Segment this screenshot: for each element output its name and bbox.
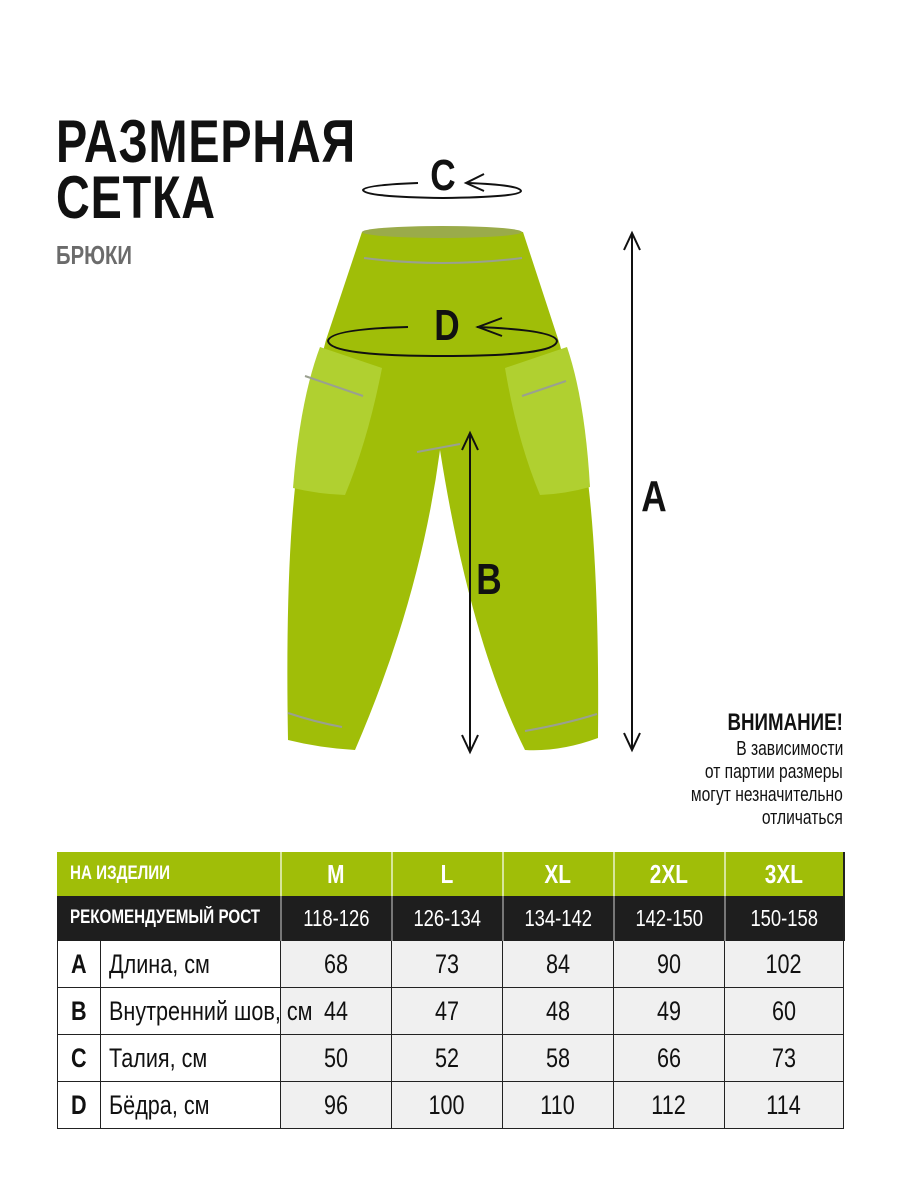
notice-heading-text: ВНИМАНИЕ!	[727, 709, 843, 736]
height-cell	[392, 896, 503, 941]
size-l	[392, 853, 503, 896]
table-row	[58, 941, 844, 988]
value-cell	[503, 988, 614, 1035]
label-a: A	[641, 472, 667, 521]
row-letter	[58, 941, 101, 988]
value-cell	[503, 941, 614, 988]
label-c: C	[430, 151, 456, 200]
value-text: 96	[323, 1089, 349, 1120]
table-row	[58, 988, 844, 1035]
height-text: 150-158	[750, 904, 818, 931]
height-label	[58, 896, 281, 941]
height-text: 134-142	[524, 904, 592, 931]
value-cell	[614, 941, 725, 988]
value-text: 58	[545, 1042, 571, 1073]
height-cell	[503, 896, 614, 941]
row-letter-text: C	[71, 1042, 87, 1073]
dimension-a-arrow	[624, 233, 640, 750]
header-label	[58, 853, 281, 896]
size-text: XL	[544, 858, 572, 889]
notice-line	[648, 784, 843, 807]
row-letter-text: A	[71, 948, 87, 979]
row-label	[101, 941, 281, 988]
value-text: 114	[766, 1089, 802, 1120]
value-text: 100	[428, 1089, 466, 1120]
value-text: 84	[545, 948, 571, 979]
value-text: 73	[434, 948, 460, 979]
height-cell	[281, 896, 392, 941]
row-label	[101, 988, 313, 1035]
notice-line-text: от партии размеры	[705, 761, 843, 783]
notice-line-text: В зависимости	[735, 738, 843, 760]
height-cell	[614, 896, 725, 941]
row-label-text: Внутренний шов, см	[109, 995, 313, 1026]
value-text: 112	[651, 1089, 687, 1120]
value-cell	[392, 1035, 503, 1082]
value-text: 60	[771, 995, 797, 1026]
size-table	[57, 852, 845, 1129]
notice-line	[648, 761, 843, 784]
notice-line-text: отличаться	[762, 807, 843, 829]
label-d: D	[434, 301, 460, 350]
value-text: 68	[323, 948, 349, 979]
row-label-text: Талия, см	[109, 1042, 208, 1073]
row-label	[101, 1082, 281, 1129]
notice-line	[648, 738, 843, 761]
value-text: 102	[765, 948, 803, 979]
height-cell	[725, 896, 844, 941]
size-2xl	[614, 853, 725, 896]
title-text: СЕТКА	[56, 164, 216, 231]
value-cell	[614, 1082, 725, 1129]
value-cell	[281, 1035, 392, 1082]
value-text: 47	[434, 995, 460, 1026]
value-cell	[725, 941, 844, 988]
table-row	[58, 1082, 844, 1129]
header-label-text: НА ИЗДЕЛИИ	[70, 863, 171, 884]
value-cell	[281, 1082, 392, 1129]
value-text: 52	[434, 1042, 460, 1073]
value-cell	[725, 1035, 844, 1082]
value-text: 49	[656, 995, 682, 1026]
value-cell	[503, 1082, 614, 1129]
value-text: 90	[656, 948, 682, 979]
row-letter	[58, 988, 101, 1035]
value-text: 44	[323, 995, 349, 1026]
height-text: 118-126	[302, 904, 370, 931]
size-3xl	[725, 853, 844, 896]
size-header-row	[58, 853, 844, 896]
value-cell	[503, 1035, 614, 1082]
row-letter-text: D	[71, 1089, 87, 1120]
value-text: 110	[540, 1089, 576, 1120]
size-text: 2XL	[649, 858, 689, 889]
value-cell	[725, 988, 844, 1035]
value-text: 48	[545, 995, 571, 1026]
notice-heading	[648, 708, 843, 738]
row-letter-text: B	[71, 995, 87, 1026]
size-text: M	[327, 858, 345, 889]
value-cell	[725, 1082, 844, 1129]
value-cell	[392, 988, 503, 1035]
value-cell	[392, 941, 503, 988]
size-text: L	[440, 858, 454, 889]
subtitle-text: БРЮКИ	[56, 240, 132, 270]
row-label-text: Бёдра, см	[109, 1089, 210, 1120]
size-m	[281, 853, 392, 896]
height-row	[58, 896, 844, 941]
row-label-text: Длина, см	[109, 948, 210, 979]
height-text: 142-150	[635, 904, 703, 931]
row-label	[101, 1035, 281, 1082]
value-cell	[281, 941, 392, 988]
size-xl	[503, 853, 614, 896]
height-text: 126-134	[413, 904, 481, 931]
notice-block	[648, 708, 843, 830]
row-letter	[58, 1082, 101, 1129]
size-text: 3XL	[764, 858, 804, 889]
value-cell	[614, 1035, 725, 1082]
value-cell	[614, 988, 725, 1035]
notice-line-text: могут незначительно	[691, 784, 843, 806]
value-text: 73	[771, 1042, 797, 1073]
row-letter	[58, 1035, 101, 1082]
notice-line	[648, 807, 843, 830]
value-text: 50	[323, 1042, 349, 1073]
title-text: РАЗМЕРНАЯ	[56, 108, 356, 175]
value-text: 66	[656, 1042, 682, 1073]
label-b: B	[476, 555, 502, 604]
height-label-text: РЕКОМЕНДУЕМЫЙ РОСТ	[70, 907, 261, 928]
table-row	[58, 1035, 844, 1082]
value-cell	[392, 1082, 503, 1129]
waistband	[362, 226, 522, 238]
